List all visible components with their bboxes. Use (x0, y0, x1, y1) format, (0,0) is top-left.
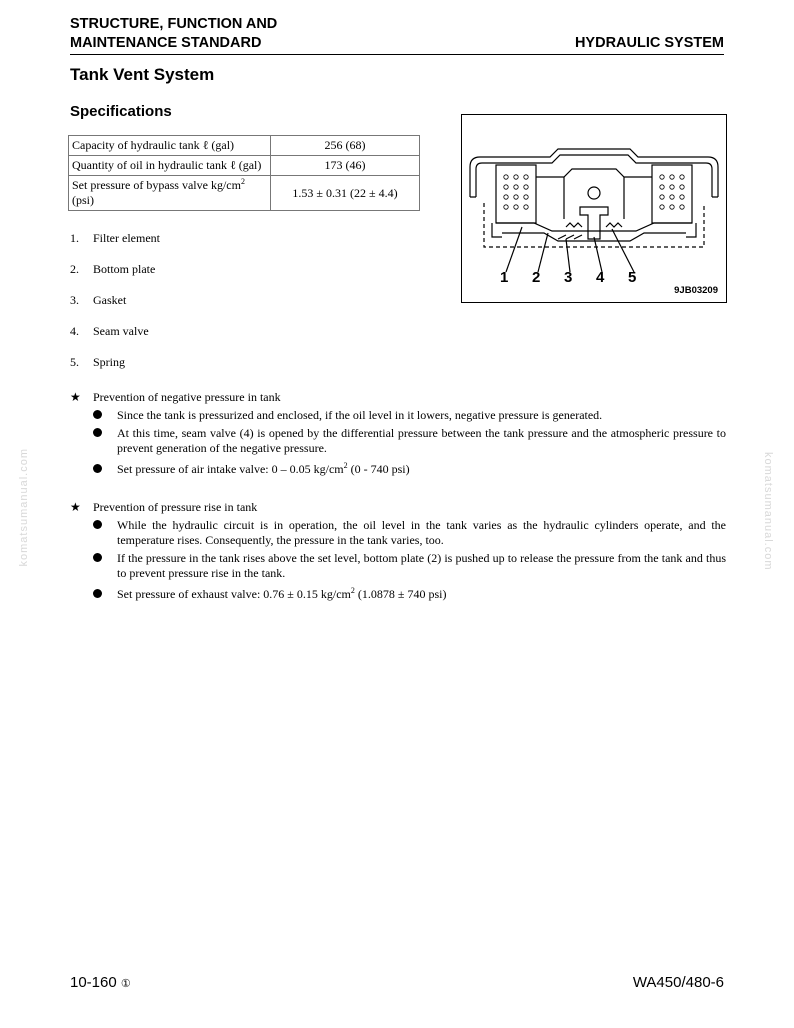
list-item (70, 231, 160, 246)
spec-label-main: Set pressure of bypass valve kg/cm (72, 178, 241, 192)
callout-4: 4 (596, 269, 605, 286)
bullet-icon (93, 589, 102, 598)
spec-value: 1.53 ± 0.31 (22 ± 4.4) (271, 176, 420, 211)
table-row (69, 156, 420, 176)
header-section-title: HYDRAULIC SYSTEM (574, 35, 724, 51)
section-pressure-rise (70, 500, 726, 602)
part-name: Spring (93, 355, 126, 369)
callout-3: 3 (564, 269, 573, 286)
figure-code: 9JB03209 (674, 285, 718, 296)
bullet-text: While the hydraulic circuit is in operation, the oil level in the tank varies as the hydraulic cylinders operate, and the temperature rises. Consequently, the pressure in the tank varies, too. (117, 518, 726, 547)
callout-2: 2 (532, 269, 541, 286)
bullet-item (70, 587, 726, 602)
section-negative-pressure (70, 390, 726, 477)
setpoint-sup: 2 (350, 586, 355, 595)
bullet-text: If the pressure in the tank rises above the set level, bottom plate (2) is pushed up to release the pressure from the tank and thus to prevent pressure rise in the tank. (117, 551, 726, 580)
part-number: 2. (70, 262, 79, 276)
footer-model: WA450/480-6 (632, 974, 724, 991)
specifications-heading: Specifications (70, 103, 172, 120)
spec-label-sup: 2 (240, 177, 245, 186)
spec-value: 173 (46) (271, 156, 420, 176)
section-title: Prevention of negative pressure in tank (93, 390, 281, 404)
watermark-left: komatsumanual.com (18, 448, 30, 567)
bullet-item (70, 518, 726, 548)
tank-vent-figure (461, 114, 727, 303)
table-row (69, 136, 420, 156)
revision-mark: ① (120, 978, 131, 990)
bullet-icon (93, 464, 102, 473)
part-name: Bottom plate (93, 262, 156, 276)
part-number: 3. (70, 293, 79, 307)
table-row (69, 176, 420, 211)
bullet-icon (93, 410, 102, 419)
part-name: Seam valve (93, 324, 149, 338)
callout-1: 1 (500, 269, 509, 286)
header-line-1: STRUCTURE, FUNCTION AND (70, 16, 278, 32)
page-number: 10-160 (70, 974, 117, 991)
bullet-icon (93, 428, 102, 437)
setpoint-suffix: (1.0878 ± 740 psi) (354, 587, 447, 601)
footer-page-number (70, 974, 131, 991)
setpoint-sup: 2 (343, 461, 348, 470)
list-item (70, 355, 125, 370)
spec-label: Quantity of oil in hydraulic tank ℓ (gal) (69, 156, 271, 176)
part-number: 1. (70, 231, 79, 245)
list-item (70, 293, 126, 308)
setpoint-prefix: Set pressure of air intake valve: 0 – 0.05 kg/cm (117, 462, 344, 476)
spec-label-line2: (psi) (72, 193, 94, 207)
setpoint-prefix: Set pressure of exhaust valve: 0.76 ± 0.15 kg/cm (117, 587, 351, 601)
part-name: Gasket (93, 293, 127, 307)
part-number: 5. (70, 355, 79, 369)
watermark-right: komatsumanual.com (762, 452, 774, 571)
part-name: Filter element (93, 231, 160, 245)
bullet-text: Since the tank is pressurized and enclosed, if the oil level in it lowers, negative pressure is generated. (117, 408, 603, 422)
spec-value: 256 (68) (271, 136, 420, 156)
bullet-item (70, 426, 726, 456)
part-number: 4. (70, 324, 79, 338)
spec-label: Capacity of hydraulic tank ℓ (gal) (69, 136, 271, 156)
bullet-icon (93, 553, 102, 562)
bullet-item (70, 408, 726, 423)
bullet-item (70, 462, 726, 477)
header-rule (70, 54, 724, 55)
spec-label (69, 176, 271, 211)
star-icon: ★ (70, 390, 81, 404)
header-chapter-title (70, 15, 277, 53)
page-title: Tank Vent System (70, 65, 215, 84)
section-title: Prevention of pressure rise in tank (93, 500, 258, 514)
bullet-icon (93, 520, 102, 529)
star-icon: ★ (70, 500, 81, 514)
specifications-table (68, 135, 420, 211)
list-item (70, 262, 155, 277)
setpoint-suffix: (0 - 740 psi) (347, 462, 410, 476)
bullet-text: At this time, seam valve (4) is opened by the differential pressure between the tank pressure and the atmospheric pressure to prevent generation of the negative pressure. (117, 426, 726, 455)
bullet-item (70, 551, 726, 581)
callout-5: 5 (628, 269, 637, 286)
list-item (70, 324, 149, 339)
header-line-2: MAINTENANCE STANDARD (70, 35, 262, 51)
